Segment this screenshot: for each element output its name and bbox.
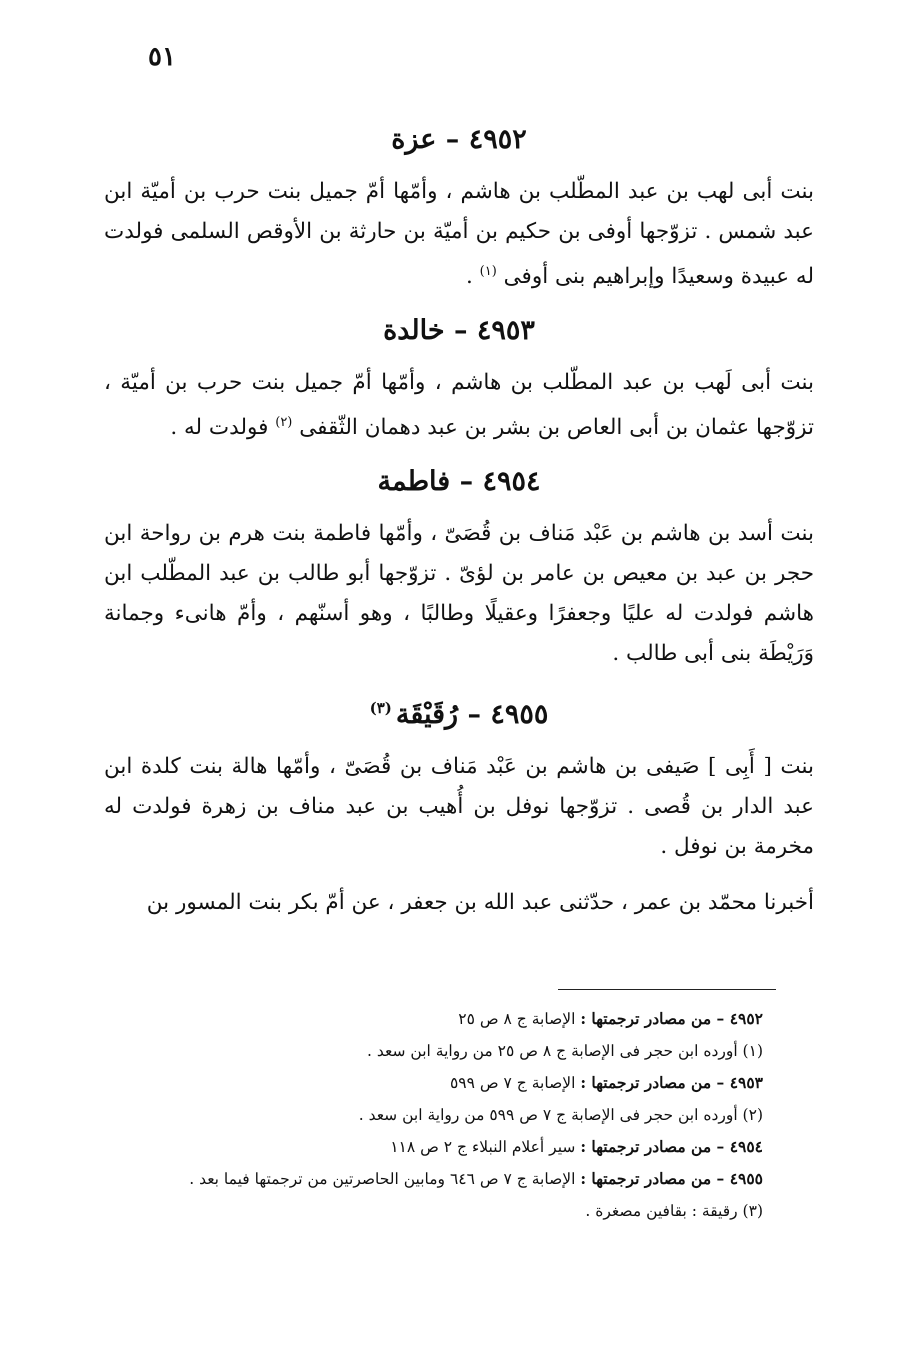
footnote-line: ٤٩٥٤ – من مصادر ترجمتها : سير أعلام النبلاء ج ٢ ص ١١٨ [390,1137,763,1156]
entry-title: ٤٩٥٢ – عزة [391,124,527,155]
entry-4953 [104,313,814,448]
entry-4954 [104,464,814,674]
entry-paragraph: بنت أسد بن هاشم بن عَبْد مَناف بن قُصَىّ ، وأمّها فاطمة بنت هرم بن رواحة ابن حجر بن عبد بن معيص بن عامر بن لؤىّ . تزوّجها أبو طالب بن عبد المطّلب ابن هاشم فولدت له عليًا وجعفرًا وعقيلًا وطالبًا ، وهو أسنّهم ، وأمّ هانىء وجمانة وَرَيْطَة بنى أبى طالب . [104,521,814,667]
entry-paragraph: أخبرنا محمّد بن عمر ، حدّثنى عبد الله بن جعفر ، عن أمّ بكر بنت المسور بن [146,890,814,916]
footnote-ref[interactable]: (٢) [275,415,293,431]
footnote-line: (٣) رقيقة : بقافين مصغرة . [585,1202,763,1220]
entry-title: ٤٩٥٣ – خالدة [383,315,535,347]
footnote-ref[interactable]: (١) [479,264,497,279]
footnote-line: ٤٩٥٥ – من مصادر ترجمتها : الإصابة ج ٧ ص ٦٤٦ ومابين الحاصرتين من ترجمتها فيما بعد . [189,1169,763,1188]
footnote-line: ٤٩٥٢ – من مصادر ترجمتها : الإصابة ج ٨ ص ٢٥ [458,1009,763,1028]
footnote-ref[interactable]: (٣) [369,699,392,718]
entry-paragraph: بنت أبى لَهب بن عبد المطّلب بن هاشم ، وأمّها أمّ جميل بنت حرب بن أميّة ، تزوّجها عثمان بن أبى العاص بن بشر بن عبد دهمان الثّقفى $^{(٢)}$ فولدت له . [104,370,814,441]
entry-title: ٤٩٥٤ – فاطمة [377,466,541,498]
footnote-line: (٢) أورده ابن حجر فى الإصابة ج ٧ ص ٥٩٩ من رواية ابن سعد . [358,1106,763,1124]
footnote-line: ٤٩٥٣ – من مصادر ترجمتها : الإصابة ج ٧ ص ٥٩٩ [449,1073,763,1092]
entry-paragraph: بنت أبى لهب بن عبد المطّلب بن هاشم ، وأمّها أمّ جميل بنت حرب بن أميّة ابن عبد شمس . تزوّجها أوفى بن حكيم بن أميّة بن حارثة بن الأوقص السلمى فولدت له عبيدة وسعيدًا وإبراهيم بنى أوفى $^{(١)}$ . [104,179,814,290]
footnote-separator [558,989,776,990]
entry-title: ٤٩٥٥ – رُقَيْقَة$^{(٣)}$ [369,699,549,731]
entry-4952 [104,122,814,297]
footnote-line: (١) أورده ابن حجر فى الإصابة ج ٨ ص ٢٥ من رواية ابن سعد . [367,1042,763,1060]
page-body [104,122,814,939]
footnotes [103,1003,763,1227]
page-number: ٥١ [148,42,176,72]
entry-paragraph: بنت [ أَبِى ] صَيفى بن هاشم بن عَبْد مَناف بن قُصَىّ ، وأمّها هالة بنت كلدة ابن عبد الدار بن قُصى . تزوّجها نوفل بن أُهيب بن عبد مناف بن زهرة فولدت له مخرمة بن نوفل . [104,754,814,860]
entry-4955 [104,690,814,923]
